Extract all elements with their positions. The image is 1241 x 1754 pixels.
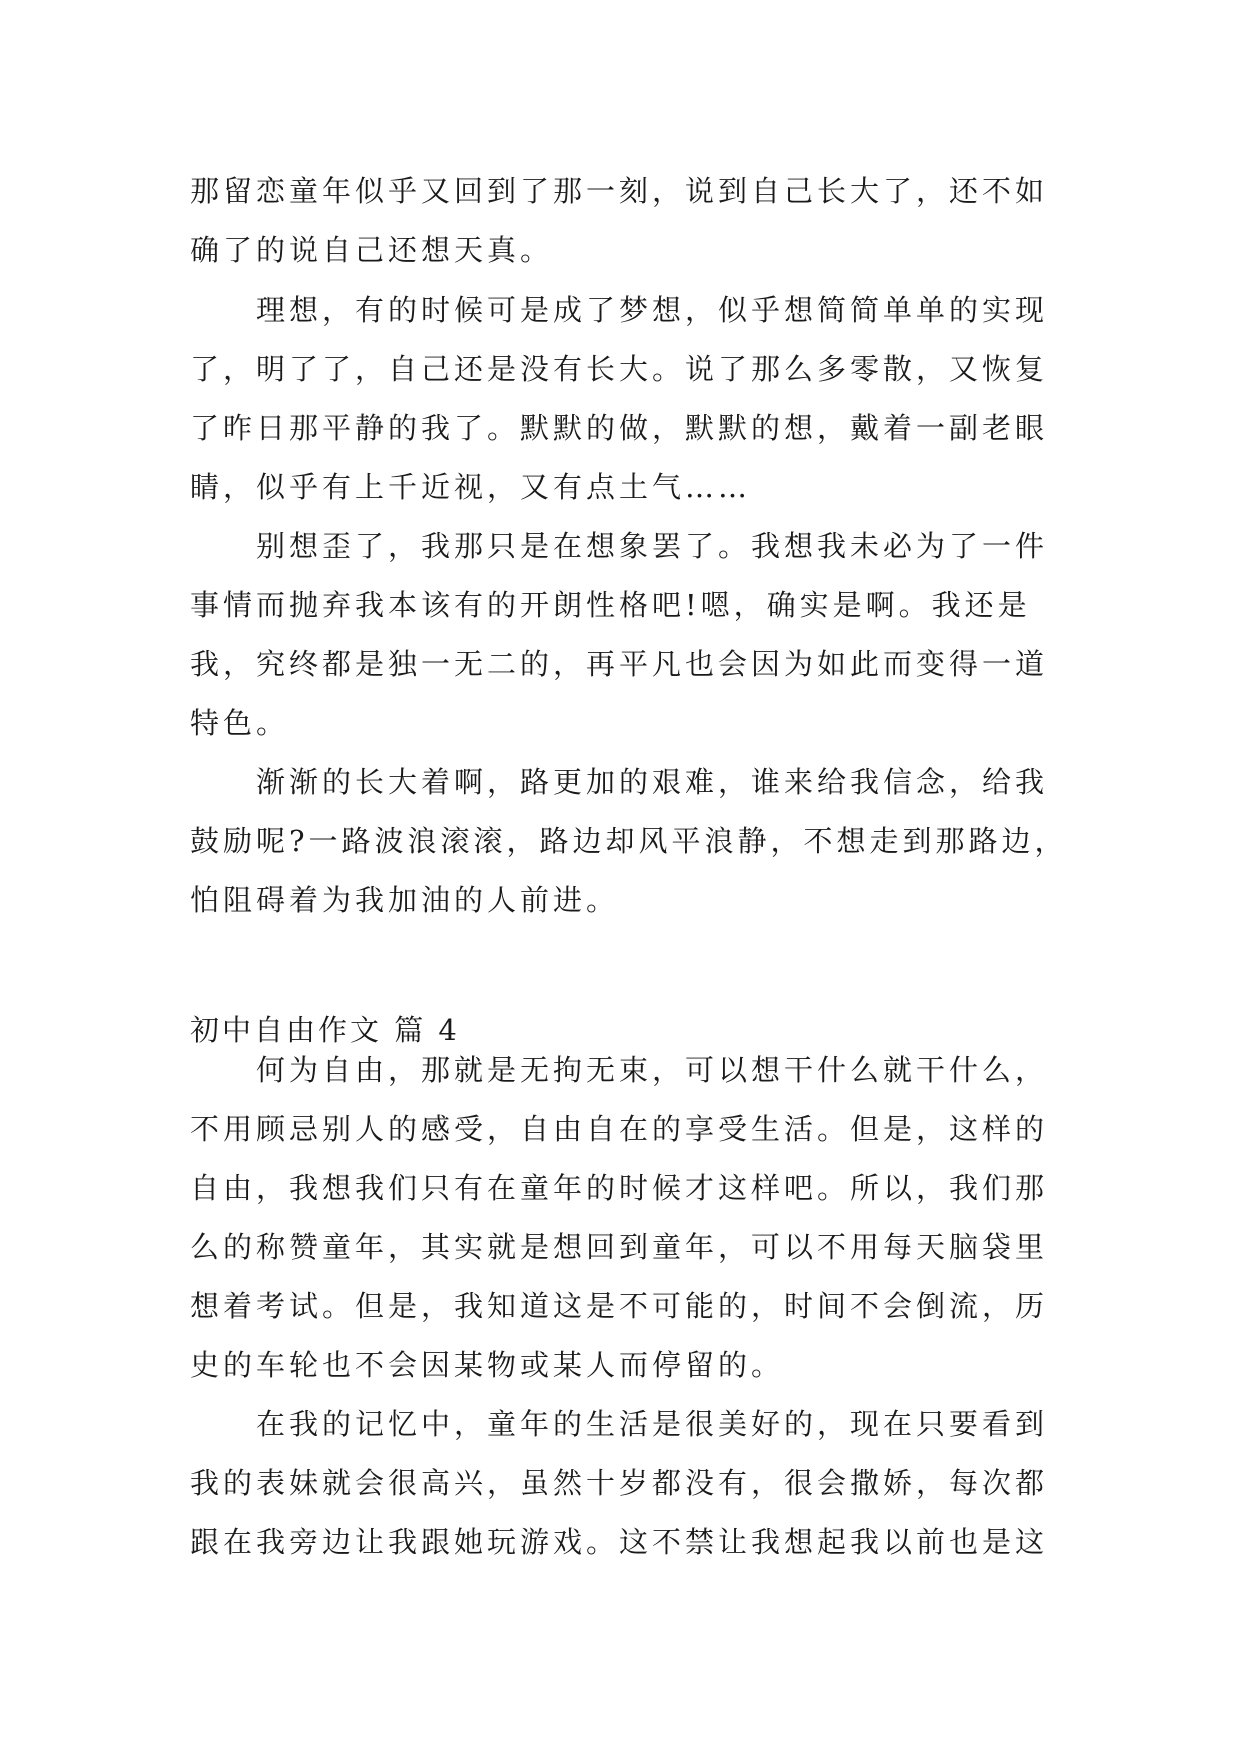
text-line: 我，究终都是独一无二的，再平凡也会因为如此而变得一道	[190, 647, 1049, 681]
text-line: 鼓励呢?一路波浪滚滚，路边却风平浪静，不想走到那路边，	[190, 824, 1068, 858]
text-line: 别想歪了，我那只是在想象罢了。我想我未必为了一件	[256, 529, 1049, 563]
text-line: 确了的说自己还想天真。	[190, 233, 554, 267]
text-line: 自由，我想我们只有在童年的时候才这样吧。所以，我们那	[190, 1171, 1049, 1205]
text-line: 理想，有的时候可是成了梦想，似乎想简简单单的实现	[256, 293, 1049, 327]
text-line: 了，明了了，自己还是没有长大。说了那么多零散，又恢复	[190, 352, 1049, 386]
text-line: 不用顾忌别人的感受，自由自在的享受生活。但是，这样的	[190, 1112, 1049, 1146]
text-line: 渐渐的长大着啊，路更加的艰难，谁来给我信念，给我	[256, 765, 1049, 799]
text-line: 睛，似乎有上千近视，又有点土气……	[190, 470, 752, 504]
text-line: 特色。	[190, 706, 290, 740]
paragraph-2	[190, 281, 1052, 517]
text-line: 史的车轮也不会因某物或某人而停留的。	[190, 1348, 785, 1382]
text-line: 在我的记忆中，童年的生活是很美好的，现在只要看到	[256, 1407, 1049, 1441]
paragraph-5	[190, 1041, 1052, 1395]
text-line: 何为自由，那就是无拘无束，可以想干什么就干什么，	[256, 1053, 1049, 1087]
paragraph-4	[190, 753, 1068, 930]
text-line: 了昨日那平静的我了。默默的做，默默的想，戴着一副老眼	[190, 411, 1049, 445]
paragraph-3	[190, 517, 1052, 753]
text-line: 我的表妹就会很高兴，虽然十岁都没有，很会撒娇，每次都	[190, 1466, 1049, 1500]
section-heading: 初中自由作文 篇 4	[190, 1013, 460, 1047]
text-line: 事情而抛弃我本该有的开朗性格吧!嗯，确实是啊。我还是	[190, 588, 1031, 622]
paragraph-6	[190, 1395, 1052, 1572]
text-line: 想着考试。但是，我知道这是不可能的，时间不会倒流，历	[190, 1289, 1049, 1323]
text-line: 那留恋童年似乎又回到了那一刻，说到自己长大了，还不如	[190, 174, 1049, 208]
text-line: 么的称赞童年，其实就是想回到童年，可以不用每天脑袋里	[190, 1230, 1049, 1264]
paragraph-1	[190, 162, 1052, 280]
text-line: 怕阻碍着为我加油的人前进。	[190, 883, 620, 917]
text-line: 跟在我旁边让我跟她玩游戏。这不禁让我想起我以前也是这	[190, 1525, 1049, 1559]
